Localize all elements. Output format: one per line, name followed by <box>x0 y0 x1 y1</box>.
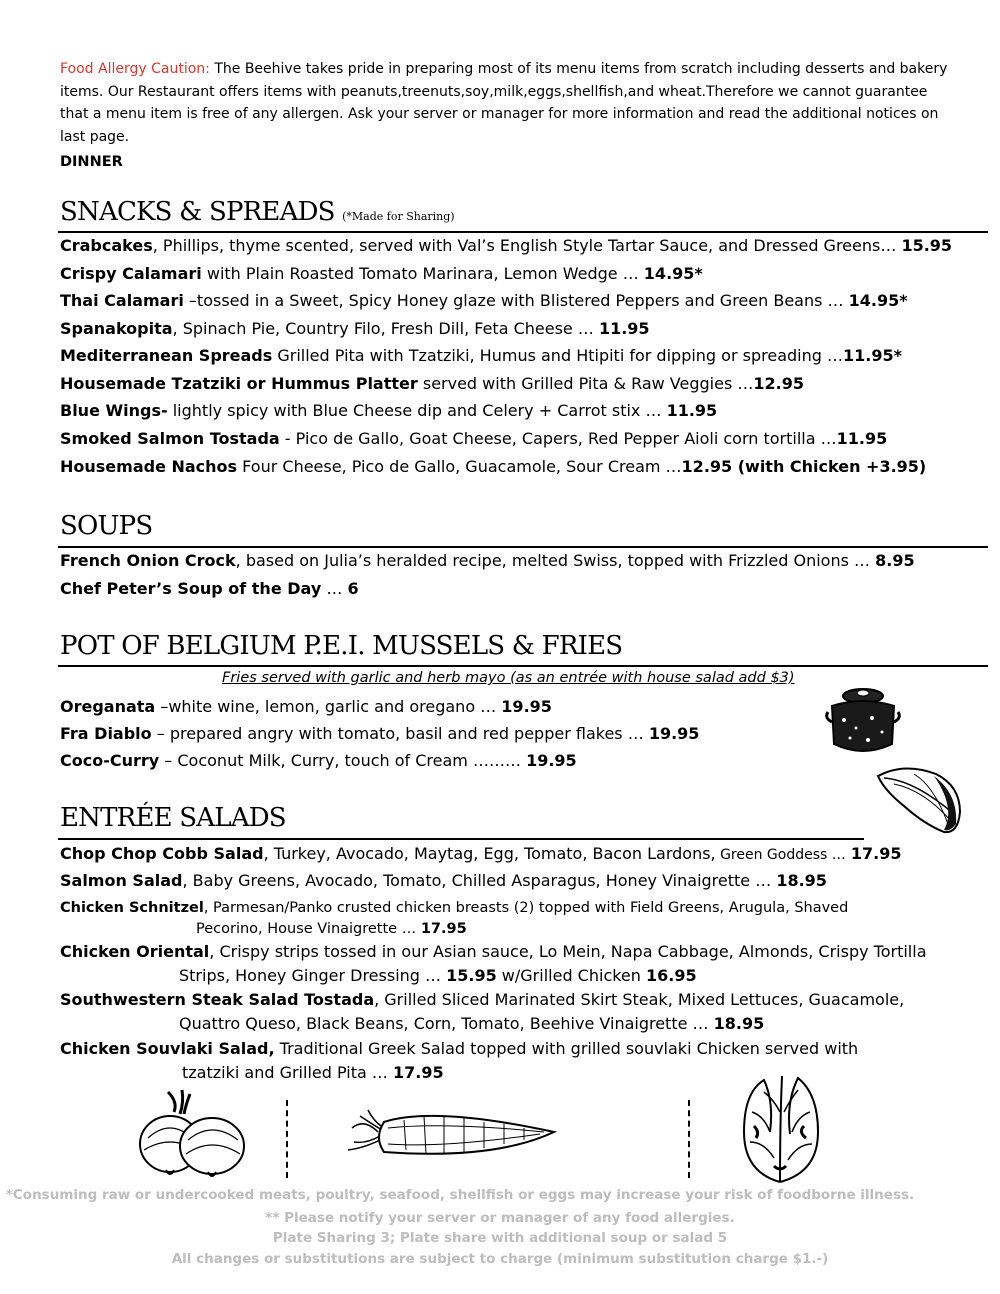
snacks-title-text: SNACKS & SPREADS <box>60 197 335 227</box>
divider-left <box>286 1100 288 1178</box>
divider-right <box>688 1100 690 1178</box>
fries-note: Fries served with garlic and herb mayo (as an entrée with house salad add $3) <box>222 670 795 686</box>
menu-item-mediterranean-spreads: Mediterranean Spreads Grilled Pita with Tzatziki, Humus and Htipiti for dipping or spreading …11.95* <box>60 346 902 365</box>
menu-item-coco-curry: Coco-Curry – Coconut Milk, Curry, touch of Cream ……… 19.95 <box>60 751 577 770</box>
allergy-label: Food Allergy Caution: <box>60 61 210 77</box>
menu-item-chicken-oriental: Chicken Oriental, Crispy strips tossed in our Asian sauce, Lo Mein, Napa Cabbage, Almonds, Crispy Tortilla <box>60 942 927 961</box>
menu-item-crispy-calamari: Crispy Calamari with Plain Roasted Tomato Marinara, Lemon Wedge … 14.95* <box>60 264 703 283</box>
southwestern-continued: Quattro Queso, Black Beans, Corn, Tomato, Beehive Vinaigrette … 18.95 <box>179 1014 765 1033</box>
lettuce-icon <box>734 1072 828 1186</box>
mussel-icon <box>874 764 964 836</box>
menu-item-crabcakes: Crabcakes, Phillips, thyme scented, served with Val’s English Style Tartar Sauce, and Dressed Greens… 15.95 <box>60 236 953 255</box>
menu-item-oreganata: Oreganata –white wine, lemon, garlic and oregano … 19.95 <box>60 697 552 716</box>
schnitzel-continued: Pecorino, House Vinaigrette … 17.95 <box>196 921 467 937</box>
soups-rule <box>58 546 988 548</box>
footer-consumption-warning: *Consuming raw or undercooked meats, poultry, seafood, shellfish or eggs may increase your risk of foodborne illness. <box>5 1187 915 1203</box>
menu-item-southwestern-tostada: Southwestern Steak Salad Tostada, Grilled Sliced Marinated Skirt Steak, Mixed Lettuces, Guacamole, <box>60 990 905 1009</box>
snacks-rule <box>58 231 988 233</box>
menu-item-tzatziki-platter: Housemade Tzatziki or Hummus Platter served with Grilled Pita & Raw Veggies …12.95 <box>60 374 804 393</box>
allergy-text: The Beehive takes pride in preparing most of its menu items from scratch including desserts and bakery items. Our Restaurant offers items with peanuts,treenuts,soy,milk,eggs,shellfish,and wheat.Therefore we cannot guarantee that a menu item is free of any allergen. Ask your server or manager for more information and read the additional notices on last page. <box>60 61 948 145</box>
menu-item-soup-of-day: Chef Peter’s Soup of the Day … 6 <box>60 579 359 598</box>
menu-item-chicken-schnitzel: Chicken Schnitzel, Parmesan/Panko crusted chicken breasts (2) topped with Field Greens, Arugula, Shaved <box>60 900 849 916</box>
snacks-note: (*Made for Sharing) <box>342 210 455 223</box>
menu-item-fra-diablo: Fra Diablo – prepared angry with tomato, basil and red pepper flakes … 19.95 <box>60 724 700 743</box>
footer-substitutions: All changes or substitutions are subject to charge (minimum substitution charge $1.-) <box>171 1251 829 1267</box>
menu-item-souvlaki-salad: Chicken Souvlaki Salad, Traditional Greek Salad topped with grilled souvlaki Chicken served with <box>60 1039 859 1058</box>
mussels-title: POT OF BELGIUM P.E.I. MUSSELS & FRIES <box>60 631 623 661</box>
soups-title: SOUPS <box>60 511 153 541</box>
menu-item-spanakopita: Spanakopita, Spinach Pie, Country Filo, Fresh Dill, Feta Cheese … 11.95 <box>60 319 650 338</box>
pot-icon <box>822 682 904 760</box>
menu-item-blue-wings: Blue Wings- lightly spicy with Blue Cheese dip and Celery + Carrot stix … 11.95 <box>60 401 718 420</box>
salads-rule <box>58 838 864 840</box>
oriental-continued: Strips, Honey Ginger Dressing … 15.95 w/Grilled Chicken 16.95 <box>179 966 697 985</box>
menu-item-french-onion: French Onion Crock, based on Julia’s heralded recipe, melted Swiss, topped with Frizzled Onions … 8.95 <box>60 551 915 570</box>
carrot-icon <box>344 1098 562 1178</box>
snacks-title <box>60 196 455 233</box>
menu-item-thai-calamari: Thai Calamari –tossed in a Sweet, Spicy Honey glaze with Blistered Peppers and Green Beans … 14.95* <box>60 291 908 310</box>
menu-item-cobb-salad: Chop Chop Cobb Salad, Turkey, Avocado, Maytag, Egg, Tomato, Bacon Lardons, Green Goddess … 17.95 <box>60 844 902 863</box>
souvlaki-continued: tzatziki and Grilled Pita … 17.95 <box>182 1063 444 1082</box>
dinner-heading: DINNER <box>60 154 123 170</box>
footer-plate-sharing: Plate Sharing 3; Plate share with additional soup or salad 5 <box>272 1230 728 1246</box>
menu-item-salmon-tostada: Smoked Salmon Tostada - Pico de Gallo, Goat Cheese, Capers, Red Pepper Aioli corn tortilla …11.95 <box>60 429 888 448</box>
mussels-rule <box>58 665 988 667</box>
salads-title: ENTRÉE SALADS <box>60 803 286 833</box>
onion-icon <box>128 1088 258 1180</box>
menu-item-salmon-salad: Salmon Salad, Baby Greens, Avocado, Tomato, Chilled Asparagus, Honey Vinaigrette … 18.95 <box>60 871 827 890</box>
footer-allergy-notice: ** Please notify your server or manager of any food allergies. <box>265 1210 735 1226</box>
allergy-notice <box>60 58 960 148</box>
menu-item-nachos: Housemade Nachos Four Cheese, Pico de Gallo, Guacamole, Sour Cream …12.95 (with Chicken +3.95) <box>60 457 927 476</box>
